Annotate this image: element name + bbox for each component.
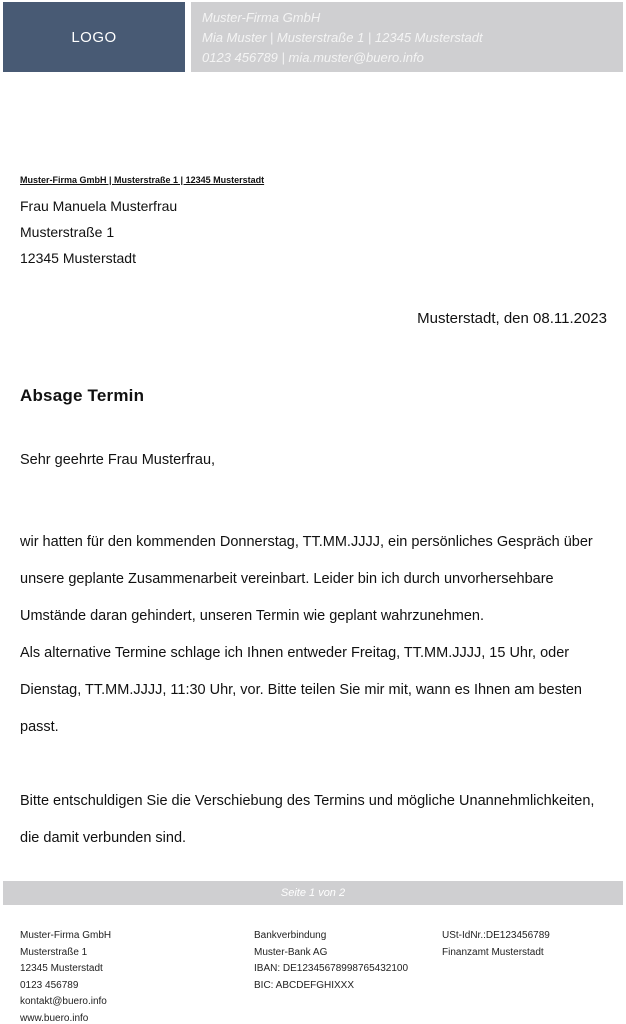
letter-date: Musterstadt, den 08.11.2023 [417,310,607,327]
recipient-street: Musterstraße 1 [20,224,115,240]
footer-company-column [20,928,111,1024]
footer-bank-iban: IBAN: DE12345678998765432100 [254,963,409,974]
footer-vat-id: USt-IdNr.:DE123456789 [442,930,550,941]
footer-company-name: Muster-Firma GmbH [20,930,112,941]
footer-company-email: kontakt@buero.info [20,996,107,1007]
letterhead [3,2,623,72]
letterhead-contact: 0123 456789 | mia.muster@buero.info [202,50,424,65]
letter-subject: Absage Termin [20,386,145,405]
letter-body [20,524,615,857]
footer-bank-column [254,928,408,994]
recipient-address [20,193,177,271]
body-paragraph-2: Als alternative Termine schlage ich Ihnen entweder Freitag, TT.MM.JJJJ, 15 Uhr, oder Dienstag, TT.MM.JJJJ, 11:30 Uhr, vor. Bitte teilen Sie mir mit, wann es Ihnen am besten passt. [20,645,582,735]
footer-tax-column [442,928,550,961]
letterhead-address: Mia Muster | Musterstraße 1 | 12345 Musterstadt [202,30,483,45]
body-paragraph-3: Bitte entschuldigen Sie die Verschiebung des Termins und mögliche Unannehmlichkeiten, die damit verbunden sind. [20,793,595,846]
recipient-city: 12345 Musterstadt [20,250,136,266]
footer-company-city: 12345 Musterstadt [20,963,103,974]
page-indicator-bar [3,881,623,905]
letterhead-info [191,2,623,72]
footer-bank-heading: Bankverbindung [254,930,327,941]
footer-tax-office: Finanzamt Musterstadt [442,946,544,958]
footer-bank-name: Muster-Bank AG [254,946,328,958]
footer-company-street: Musterstraße 1 [20,946,88,958]
footer-bank-bic: BIC: ABCDEFGHIXXX [254,979,355,991]
footer-company-website: www.buero.info [20,1012,89,1024]
paragraph-spacer [20,746,615,783]
body-paragraph-1: wir hatten für den kommenden Donnerstag, TT.MM.JJJJ, ein persönliches Gespräch über unsere geplante Zusammenarbeit vereinbart. Leider bin ich durch unvorhersehbare Umstände daran gehindert, unseren Termin wie geplant wahrzunehmen. [20,534,593,624]
letterhead-company: Muster-Firma GmbH [202,10,321,25]
logo-placeholder: LOGO [3,2,185,72]
page-indicator: Seite 1 von 2 [280,887,346,899]
sender-return-address: Muster-Firma GmbH | Musterstraße 1 | 12345 Musterstadt [20,175,265,185]
letter-salutation: Sehr geehrte Frau Musterfrau, [20,452,216,468]
recipient-name: Frau Manuela Musterfrau [20,198,178,214]
footer-company-phone: 0123 456789 [20,979,79,991]
